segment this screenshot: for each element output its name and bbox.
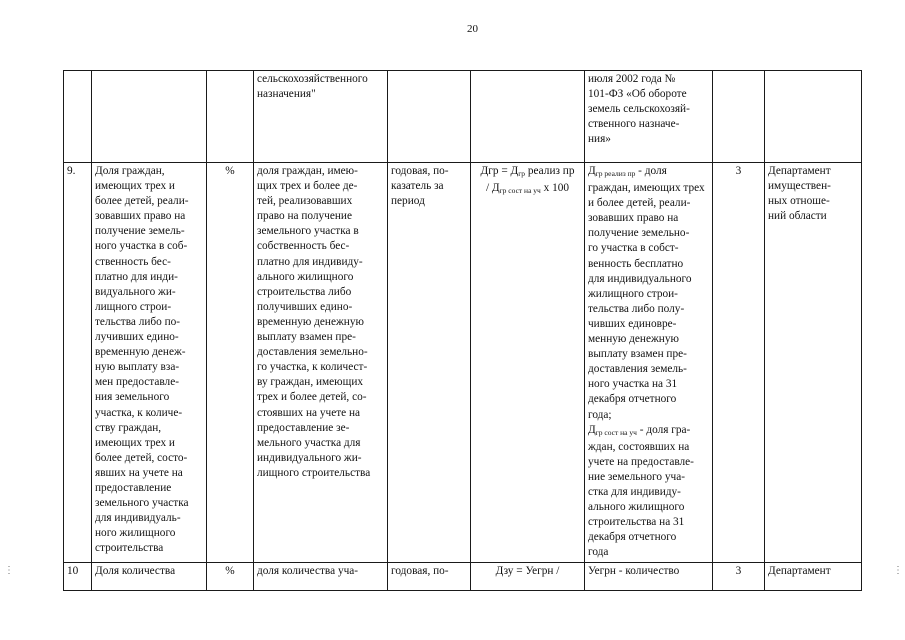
cell-responsible: Департамент имуществен- ных отноше- ний области: [765, 163, 862, 563]
variable-description: - доля гра- ждан, состоявших на учете на предоставле- ние земельного уча- стка для индивиду- ального жилищного строительства на 31 декабря отчетного года: [588, 423, 694, 559]
cell-indicator-name: Доля граждан, имеющих трех и более детей, реали- зовавших право на получение земель- ного участка в соб- ственность бес- платно для инди- видуального жи- лищного строи- тельства либо по- лучивших едино- временную денеж- ную выплату вза- мен предоставле- ния земельного участка, к количе- ству граждан, имеющих трех и более детей, состо- явших на учете на предоставление земельного участка для индивидуаль- ного жилищного строительства: [92, 163, 207, 563]
variable-subscript: гр реализ пр: [595, 169, 636, 178]
cell-unit: %: [207, 563, 254, 591]
cell-periodicity: [388, 71, 471, 163]
variable-description: - доля граждан, имеющих трех и более детей, реали- зовавших право на получение земельно- го участка в собст- венность бесплатно для индивидуального жилищного строи- тельства либо полу- чивших единовре- менную денежную выплату взамен пре- доставления земель- ного участка на 31 декабря отчетного года;: [588, 165, 705, 421]
scan-edge-mark-right: ⋮: [893, 565, 903, 576]
cell-method: 3: [713, 163, 765, 563]
cell-periodicity: годовая, по- казатель за период: [388, 163, 471, 563]
cell-definition: доля граждан, имею- щих трех и более де- тей, реализовавших право на получение земельного участка в собственность бес- платно для индивиду- ального жилищного строительства либо получивших едино- временную денежную выплату взамен пре- доставления земельно- го участка, к количест- ву граждан, имеющих трех и более детей, со- стоявших на учете на предоставление зе- мельного участка для индивидуального жи- лищного строительства: [254, 163, 388, 563]
cell-formula: [471, 163, 585, 563]
formula-subscript: гр сост на уч: [499, 186, 541, 196]
cell-basic-indicators: июля 2002 года № 101-ФЗ «Об обороте земель сельскохозяй- ственного назначе- ния»: [585, 71, 713, 163]
cell-formula: [471, 71, 585, 163]
table-row: [64, 163, 862, 563]
cell-periodicity: годовая, по-: [388, 563, 471, 591]
variable-symbol: Д: [588, 165, 596, 177]
cell-unit: [207, 71, 254, 163]
variable-subscript: гр сост на уч: [595, 427, 637, 437]
cell-number: [64, 71, 92, 163]
cell-definition: сельскохозяйственного назначения": [254, 71, 388, 163]
cell-definition: доля количества уча-: [254, 563, 388, 591]
cell-method: 3: [713, 563, 765, 591]
cell-indicator-name: [92, 71, 207, 163]
cell-unit: %: [207, 163, 254, 563]
cell-responsible: [765, 71, 862, 163]
cell-basic-indicators: Уегрн - количество: [585, 563, 713, 591]
cell-responsible: Департамент: [765, 563, 862, 591]
table-row: [64, 71, 862, 163]
table-row: [64, 563, 862, 591]
formula-lhs: Дгр = Д: [480, 165, 519, 177]
formula-subscript: гр: [518, 169, 526, 178]
cell-formula: Дзу = Уегрн /: [471, 563, 585, 591]
variable-symbol: Д: [588, 423, 596, 436]
scan-edge-mark-left: ⋮: [4, 565, 14, 576]
cell-number: 9.: [64, 163, 92, 563]
formula-mid: реализ пр / Д: [485, 165, 575, 195]
cell-number: 10: [64, 563, 92, 591]
page-number: 20: [467, 23, 478, 35]
formula-rhs: x 100: [540, 182, 570, 195]
indicators-table: [63, 70, 862, 591]
cell-method: [713, 71, 765, 163]
cell-indicator-name: Доля количества: [92, 563, 207, 591]
cell-basic-indicators: [585, 163, 713, 563]
